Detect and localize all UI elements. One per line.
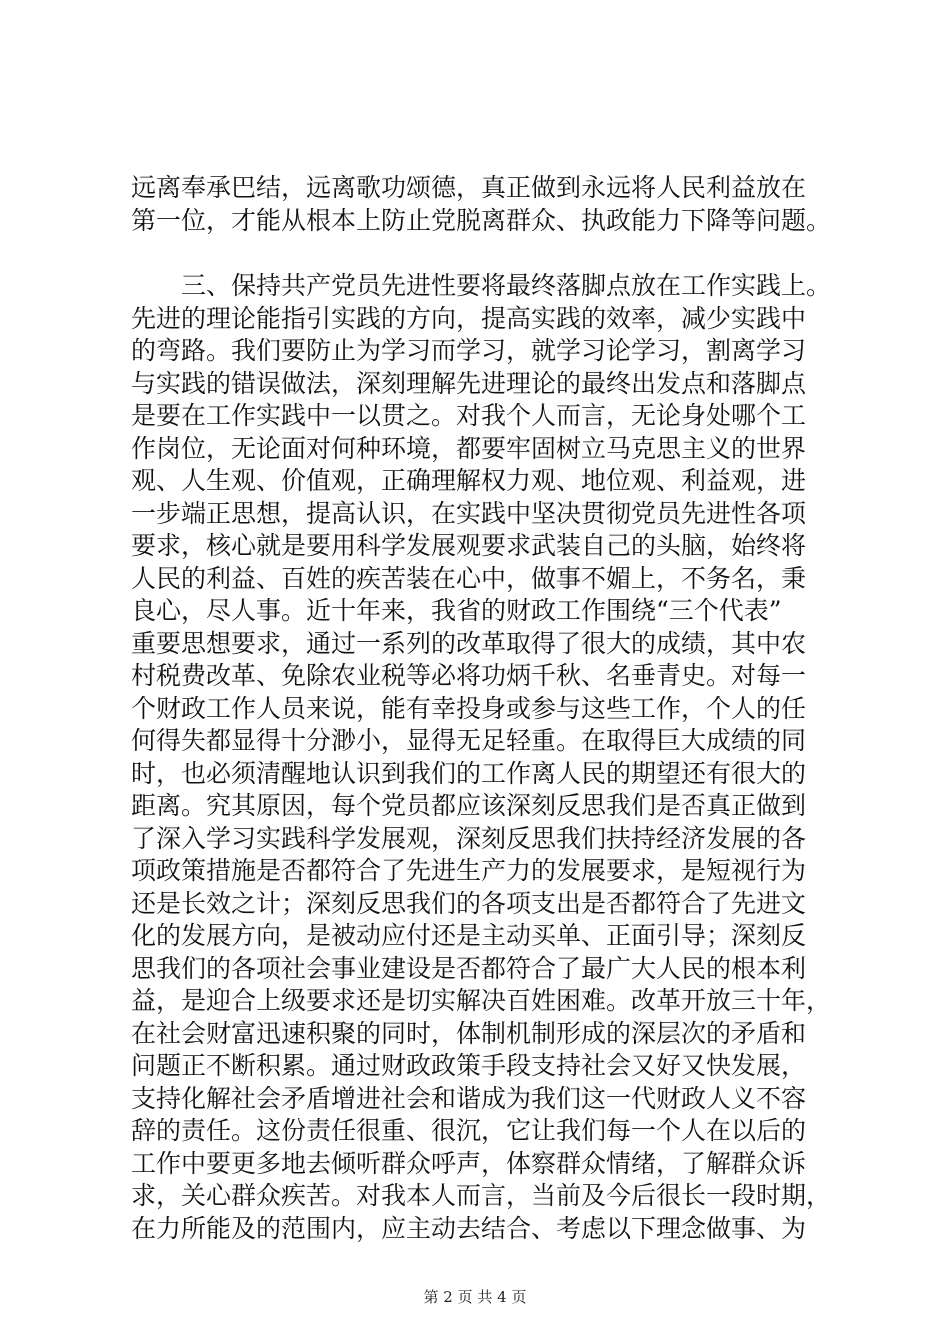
text-line: 重要思想要求，通过一系列的改革取得了很大的成绩，其中农	[131, 628, 807, 658]
text-line: 是要在工作实践中一以贯之。对我个人而言，无论身处哪个工	[131, 401, 807, 430]
text-line: 还是长效之计；深刻反思我们的各项支出是否都符合了先进文	[131, 888, 807, 918]
text-line: 了深入学习实践科学发展观，深刻反思我们扶持经济发展的各	[131, 823, 807, 853]
paragraph-gap	[131, 237, 851, 270]
text-line: 距离。究其原因，每个党员都应该深刻反思我们是否真正做到	[131, 791, 807, 820]
paragraph-1	[131, 172, 851, 237]
text-line: 良心，尽人事。近十年来，我省的财政工作围绕“三个代表”	[131, 596, 782, 625]
text-line: 益，是迎合上级要求还是切实解决百姓困难。改革开放三十年，	[131, 986, 832, 1015]
text-line: 要求，核心就是要用科学发展观要求武装自己的头脑，始终将	[131, 531, 807, 560]
text-line: 与实践的错误做法，深刻理解先进理论的最终出发点和落脚点	[131, 368, 807, 398]
text-line: 何得失都显得十分渺小，显得无足轻重。在取得巨大成绩的同	[131, 726, 807, 755]
text-line: 人民的利益、百姓的疾苦装在心中，做事不媚上，不务名，秉	[131, 563, 807, 593]
paragraph-2	[131, 270, 851, 1245]
text-line: 支持化解社会矛盾增进社会和谐成为我们这一代财政人义不容	[131, 1083, 807, 1113]
text-line: 三、保持共产党员先进性要将最终落脚点放在工作实践上。	[131, 271, 832, 300]
text-line: 一步端正思想，提高认识，在实践中坚决贯彻党员先进性各项	[131, 498, 807, 528]
page-footer	[0, 1287, 950, 1307]
body-text	[131, 172, 851, 1245]
text-line: 村税费改革、免除农业税等必将功炳千秋、名垂青史。对每一	[131, 661, 807, 690]
text-line: 在社会财富迅速积聚的同时，体制机制形成的深层次的矛盾和	[131, 1018, 807, 1048]
text-line: 求，关心群众疾苦。对我本人而言，当前及今后很长一段时期，	[131, 1181, 832, 1210]
text-line: 先进的理论能指引实践的方向，提高实践的效率，减少实践中	[131, 303, 807, 333]
text-line: 作岗位，无论面对何种环境，都要牢固树立马克思主义的世界	[131, 433, 807, 463]
page-number: 第 2 页 共 4 页	[423, 1288, 527, 1306]
text-line: 的弯路。我们要防止为学习而学习，就学习论学习，割离学习	[131, 336, 807, 365]
text-line: 观、人生观、价值观，正确理解权力观、地位观、利益观，进	[131, 466, 807, 495]
text-line: 项政策措施是否都符合了先进生产力的发展要求，是短视行为	[131, 856, 807, 885]
text-line: 工作中要更多地去倾听群众呼声，体察群众情绪，了解群众诉	[131, 1148, 807, 1178]
text-line: 思我们的各项社会事业建设是否都符合了最广大人民的根本利	[131, 953, 807, 983]
text-line: 个财政工作人员来说，能有幸投身或参与这些工作，个人的任	[131, 693, 807, 723]
text-line: 问题正不断积累。通过财政政策手段支持社会又好又快发展，	[131, 1051, 807, 1080]
text-line: 时，也必须清醒地认识到我们的工作离人民的期望还有很大的	[131, 758, 807, 788]
text-line: 第一位，才能从根本上防止党脱离群众、执政能力下降等问题。	[131, 205, 832, 235]
text-line: 在力所能及的范围内，应主动去结合、考虑以下理念做事、为	[131, 1213, 807, 1243]
text-line: 辞的责任。这份责任很重、很沉，它让我们每一个人在以后的	[131, 1116, 807, 1145]
text-line: 远离奉承巴结，远离歌功颂德，真正做到永远将人民利益放在	[131, 173, 807, 202]
text-line: 化的发展方向，是被动应付还是主动买单、正面引导；深刻反	[131, 921, 807, 950]
